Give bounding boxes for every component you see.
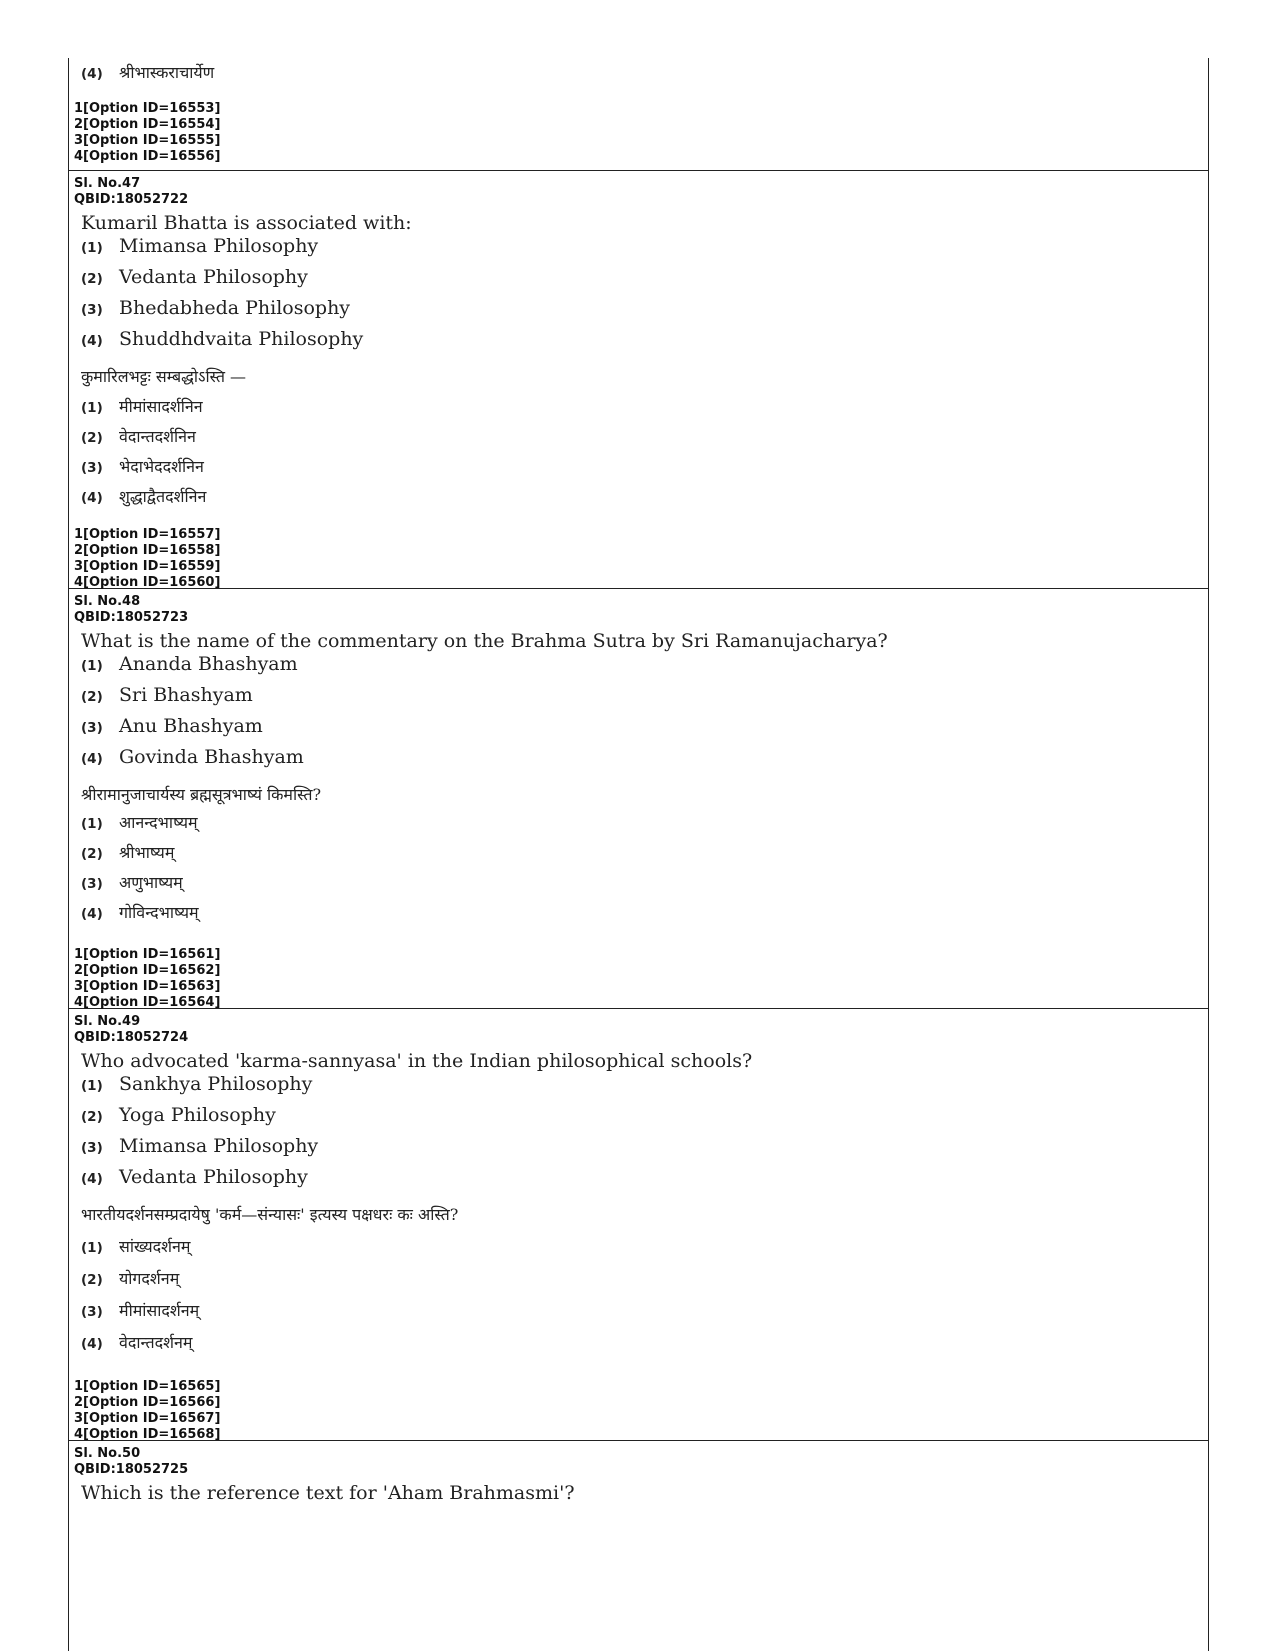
option-text: Vedanta Philosophy xyxy=(119,1166,308,1188)
option-text: श्रीभाष्यम् xyxy=(119,843,175,862)
english-option-2 xyxy=(81,1104,1208,1135)
question-paper-sheet xyxy=(68,58,1209,1651)
hindi-option-3 xyxy=(81,455,1208,485)
english-option-3 xyxy=(81,297,1208,328)
option-id: 2[Option ID=16558] xyxy=(74,543,221,558)
option-text: योगदर्शनम् xyxy=(119,1269,180,1288)
question-block-47 xyxy=(69,171,1208,589)
question-block-49 xyxy=(69,1009,1208,1441)
option-text: Sri Bhashyam xyxy=(119,684,253,706)
question-block-48 xyxy=(69,589,1208,1009)
option-id: 4[Option ID=16568] xyxy=(74,1427,221,1442)
option-number: (1) xyxy=(81,240,103,256)
option-text: Shuddhdvaita Philosophy xyxy=(119,328,364,350)
hindi-option-2 xyxy=(81,1267,1208,1299)
option-number: (3) xyxy=(81,876,103,892)
hindi-option-1 xyxy=(81,1235,1208,1267)
option-text: शुद्धाद्वैतदर्शनिन xyxy=(119,487,207,506)
question-header xyxy=(69,594,1208,626)
option-number: (4) xyxy=(81,1171,103,1187)
question-text-en: What is the name of the commentary on the Brahma Sutra by Sri Ramanujacharya? xyxy=(81,630,888,652)
hindi-option-3 xyxy=(81,871,1208,901)
english-option-1 xyxy=(81,235,1208,266)
option-number: (4) xyxy=(81,490,103,506)
option-number: (4) xyxy=(81,1336,103,1352)
option-number: (1) xyxy=(81,1078,103,1094)
option-text: Yoga Philosophy xyxy=(119,1104,276,1126)
english-option-2 xyxy=(81,266,1208,297)
option-id-list xyxy=(69,101,1208,165)
english-option-2 xyxy=(81,684,1208,715)
option-text: वेदान्तदर्शनम् xyxy=(119,1333,193,1352)
english-option-1 xyxy=(81,1073,1208,1104)
english-option-3 xyxy=(81,715,1208,746)
option-id: 4[Option ID=16560] xyxy=(74,575,221,590)
option-number: (3) xyxy=(81,1140,103,1156)
option-text: Anu Bhashyam xyxy=(119,715,263,737)
option-text: Mimansa Philosophy xyxy=(119,1135,319,1157)
option-text: आनन्दभाष्यम् xyxy=(119,813,198,832)
hindi-option-2 xyxy=(81,425,1208,455)
english-option-4 xyxy=(81,328,1208,359)
option-text: Vedanta Philosophy xyxy=(119,266,308,288)
qbid: QBID:18052723 xyxy=(74,610,189,625)
option-id: 2[Option ID=16554] xyxy=(74,117,221,132)
hindi-option-4 xyxy=(81,901,1208,931)
option-number: (2) xyxy=(81,1272,103,1288)
option-number: (4) xyxy=(81,66,103,82)
option-number: (1) xyxy=(81,816,103,832)
option-id-list xyxy=(69,527,1208,591)
option-number: (2) xyxy=(81,846,103,862)
option-id: 4[Option ID=16564] xyxy=(74,995,221,1010)
option-id: 3[Option ID=16555] xyxy=(74,133,221,148)
question-header xyxy=(69,1446,1208,1478)
question-text-hi: भारतीयदर्शनसम्प्रदायेषु 'कर्म—संन्यासः' इत्यस्य पक्षधरः कः अस्ति? xyxy=(81,1205,459,1224)
question-block-46-tail xyxy=(69,58,1208,171)
option-id: 3[Option ID=16567] xyxy=(74,1411,221,1426)
option-number: (4) xyxy=(81,751,103,767)
question-text-hi: श्रीरामानुजाचार्यस्य ब्रह्मसूत्रभाष्यं किमस्ति? xyxy=(81,785,322,804)
question-header xyxy=(69,176,1208,208)
question-text-en: Which is the reference text for 'Aham Brahmasmi'? xyxy=(81,1482,575,1504)
option-id: 1[Option ID=16553] xyxy=(74,101,221,116)
option-id: 2[Option ID=16562] xyxy=(74,963,221,978)
serial-number: Sl. No.47 xyxy=(74,176,141,191)
question-text-en: Kumaril Bhatta is associated with: xyxy=(81,212,412,234)
option-number: (1) xyxy=(81,400,103,416)
option-number: (2) xyxy=(81,271,103,287)
qbid: QBID:18052724 xyxy=(74,1030,189,1045)
option-id: 3[Option ID=16563] xyxy=(74,979,221,994)
option-text: मीमांसादर्शनिन xyxy=(119,397,203,416)
option-text: Ananda Bhashyam xyxy=(119,653,298,675)
option-id: 2[Option ID=16566] xyxy=(74,1395,221,1410)
option-id: 3[Option ID=16559] xyxy=(74,559,221,574)
option-id: 1[Option ID=16557] xyxy=(74,527,221,542)
option-id: 4[Option ID=16556] xyxy=(74,149,221,164)
hindi-option-4 xyxy=(81,1331,1208,1363)
english-option-3 xyxy=(81,1135,1208,1166)
option-text: गोविन्दभाष्यम् xyxy=(119,903,199,922)
option-text: मीमांसादर्शनम् xyxy=(119,1301,200,1320)
option-number: (3) xyxy=(81,1304,103,1320)
option-number: (1) xyxy=(81,658,103,674)
option-id: 1[Option ID=16561] xyxy=(74,947,221,962)
hindi-option-4 xyxy=(81,485,1208,515)
option-number: (2) xyxy=(81,1109,103,1125)
hindi-option-3 xyxy=(81,1299,1208,1331)
option-text: सांख्यदर्शनम् xyxy=(119,1237,191,1256)
hindi-option-1 xyxy=(81,395,1208,425)
question-block-50 xyxy=(69,1441,1208,1651)
option-text: Sankhya Philosophy xyxy=(119,1073,313,1095)
option-text: Mimansa Philosophy xyxy=(119,235,319,257)
serial-number: Sl. No.48 xyxy=(74,594,141,609)
option-text: भेदाभेददर्शनिन xyxy=(119,457,204,476)
question-text-en: Who advocated 'karma-sannyasa' in the Indian philosophical schools? xyxy=(81,1050,753,1072)
serial-number: Sl. No.50 xyxy=(74,1446,141,1461)
option-id-list xyxy=(69,1379,1208,1443)
option-number: (1) xyxy=(81,1240,103,1256)
question-text-hi: कुमारिलभट्टः सम्बद्धोऽस्ति — xyxy=(81,367,247,386)
option-number: (2) xyxy=(81,689,103,705)
english-option-4 xyxy=(81,1166,1208,1197)
serial-number: Sl. No.49 xyxy=(74,1014,141,1029)
option-text: श्रीभास्कराचार्येण xyxy=(119,63,215,82)
option-text: अणुभाष्यम् xyxy=(119,873,183,892)
option-id: 1[Option ID=16565] xyxy=(74,1379,221,1394)
hindi-option-1 xyxy=(81,811,1208,841)
qbid: QBID:18052725 xyxy=(74,1462,189,1477)
qbid: QBID:18052722 xyxy=(74,192,189,207)
english-option-1 xyxy=(81,653,1208,684)
option-number: (4) xyxy=(81,333,103,349)
option-number: (3) xyxy=(81,460,103,476)
option-text: Bhedabheda Philosophy xyxy=(119,297,351,319)
option-number: (3) xyxy=(81,720,103,736)
english-option-4 xyxy=(81,746,1208,777)
hindi-option xyxy=(81,61,1208,91)
hindi-option-2 xyxy=(81,841,1208,871)
option-number: (3) xyxy=(81,302,103,318)
option-number: (4) xyxy=(81,906,103,922)
option-id-list xyxy=(69,947,1208,1011)
question-header xyxy=(69,1014,1208,1046)
option-number: (2) xyxy=(81,430,103,446)
option-text: वेदान्तदर्शनिन xyxy=(119,427,196,446)
option-text: Govinda Bhashyam xyxy=(119,746,304,768)
